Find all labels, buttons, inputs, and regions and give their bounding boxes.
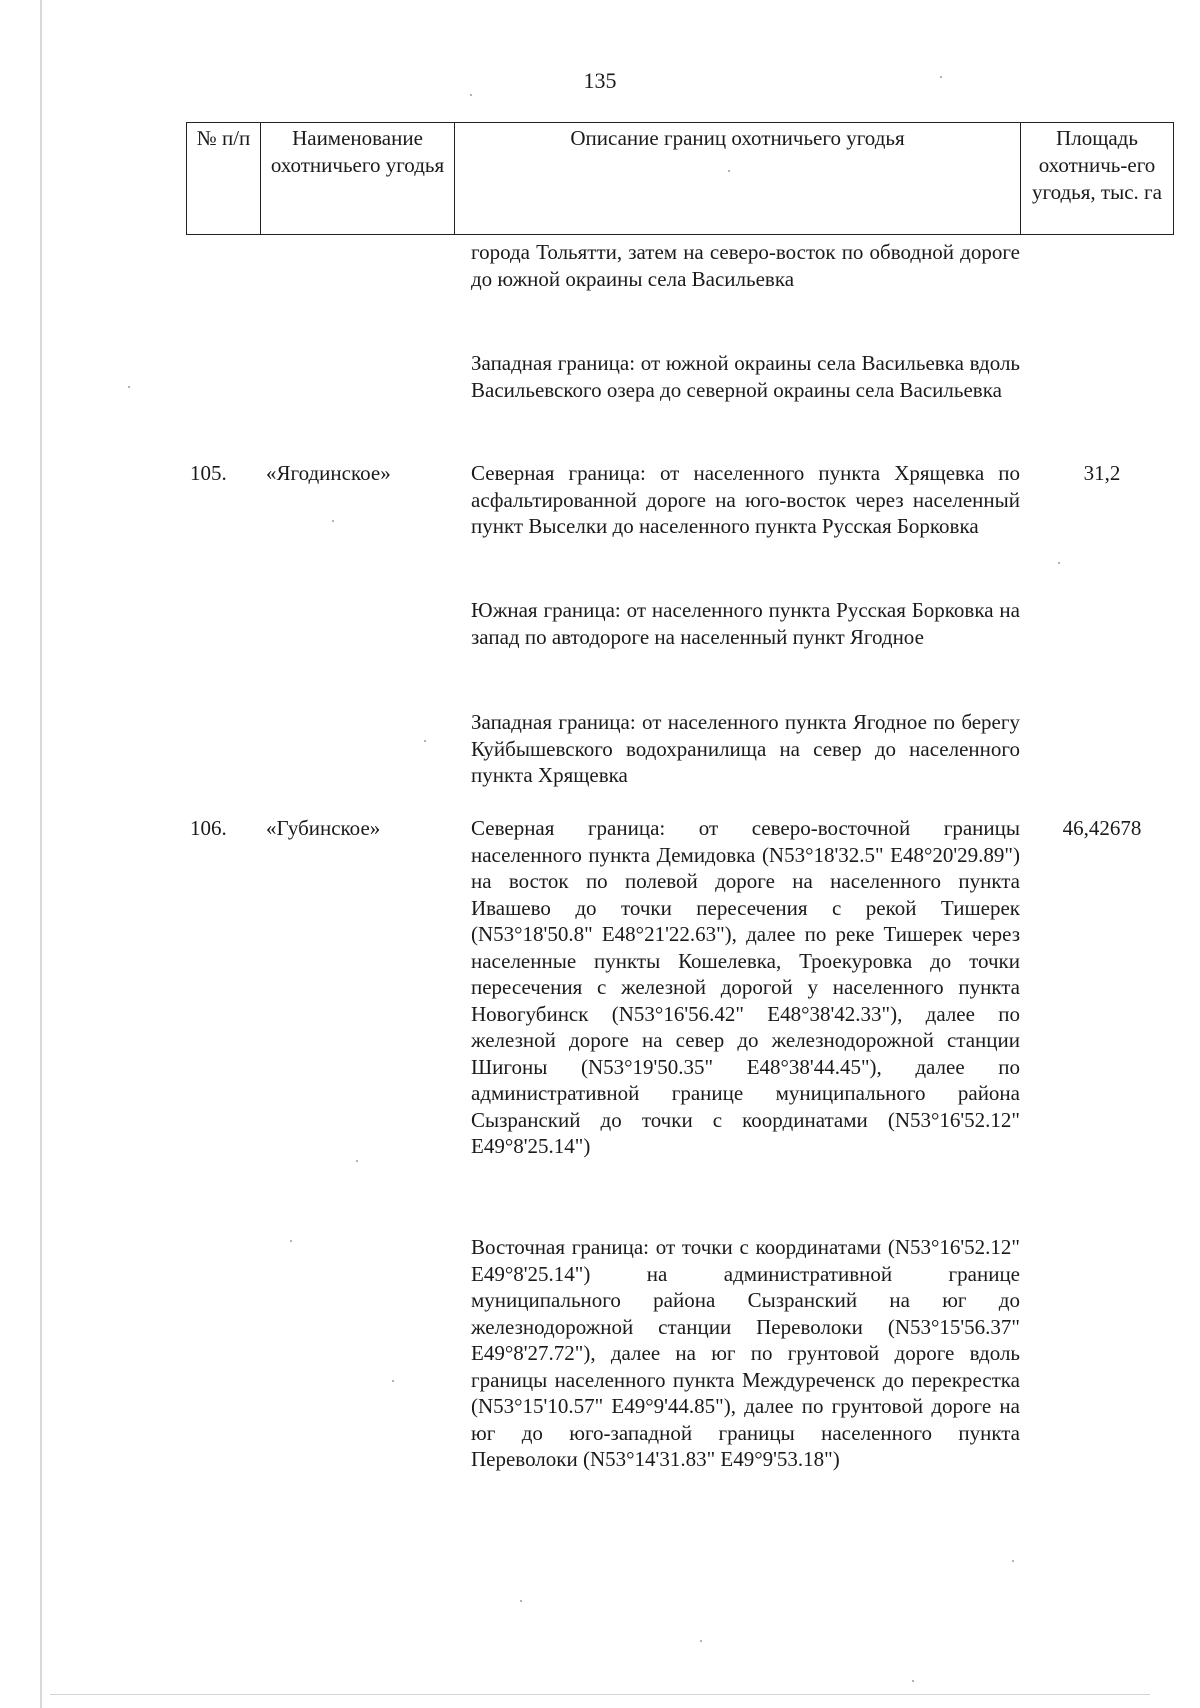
header-num: № п/п <box>187 123 261 234</box>
boundary-paragraph: Восточная граница: от точки с координатами (N53°16'52.12" E49°8'25.14") на административной границе муниципального района Сызранский на юг до железнодорожной станции Переволоки (N53°15'56.37" E49°8'27.72"), далее на юг по грунтовой дороге вдоль границы населенного пункта Междуреченск до перекрестка (N53°15'10.57" E49°9'44.85"), далее по грунтовой дороге на юг до юго-западной границы населенного пункта Переволоки (N53°14'31.83" E49°9'53.18") <box>471 1235 1020 1471</box>
scan-speck <box>332 520 334 522</box>
scan-speck <box>940 76 942 78</box>
header-area: Площадь охотничь-его угодья, тыс. га <box>1032 126 1162 204</box>
header-name: Наименование охотничьего угодья <box>261 123 455 234</box>
scan-speck <box>912 1680 914 1682</box>
continuation-paragraph: города Тольятти, затем на северо-восток по обводной дороге до южной окраины села Васильевка <box>471 240 1020 291</box>
boundary-paragraph: Северная граница: от населенного пункта Хрящевка по асфальтированной дороге на юго-восток через населенный пункт Выселки до населенного пункта Русская Борковка <box>471 461 1020 538</box>
scan-speck <box>520 1600 522 1602</box>
scan-speck <box>424 740 426 742</box>
entry-number: 106. <box>190 816 227 840</box>
scan-speck <box>290 1240 292 1242</box>
page-number: 135 <box>583 68 617 93</box>
boundary-paragraph: Северная граница: от северо-восточной границы населенного пункта Демидовка (N53°18'32.5" E48°20'29.89") на восток по полевой дороге на населенного пункта Ивашево до точки пересечения с рекой Тишерек (N53°18'50.8" E48°21'22.63"), далее по реке Тишерек через населенные пункты Кошелевка, Троекуровка до точки пересечения с железной дорогой у населенного пункта Новогубинск (N53°16'56.42" E48°38'42.33"), далее по железной дороге на север до железнодорожной станции Шигоны (N53°19'50.35" E48°38'44.45"), далее по административной границе муниципального района Сызранский до точки с координатами (N53°16'52.12" E49°8'25.14") <box>471 816 1020 1158</box>
entry-name: «Ягодинское» <box>266 461 391 485</box>
scan-speck <box>392 1380 394 1382</box>
entry-name: «Губинское» <box>266 816 381 840</box>
entry-number: 105. <box>190 461 227 485</box>
scan-speck <box>728 170 730 172</box>
scan-speck <box>1058 562 1060 564</box>
scan-speck <box>1012 1560 1014 1562</box>
continuation-paragraph: Западная граница: от южной окраины села Васильевка вдоль Васильевского озера до северной окраины села Васильевка <box>471 351 1020 402</box>
scan-speck <box>700 1640 702 1642</box>
entry-area: 46,42678 <box>1062 816 1142 840</box>
scan-speck <box>356 1160 358 1162</box>
scan-speck <box>128 386 130 388</box>
boundary-paragraph: Южная граница: от населенного пункта Русская Борковка на запад по автодороге на населенный пункт Ягодное <box>471 598 1020 649</box>
scan-edge <box>40 0 42 1708</box>
entry-area: 31,2 <box>1083 461 1121 485</box>
table-header <box>186 122 1174 235</box>
header-description: Описание границ охотничьего угодья <box>455 123 1021 234</box>
scan-speck <box>470 94 472 96</box>
boundary-paragraph: Западная граница: от населенного пункта Ягодное по берегу Куйбышевского водохранилища на север до населенного пункта Хрящевка <box>471 710 1020 787</box>
scan-footer-line <box>50 1694 1150 1695</box>
